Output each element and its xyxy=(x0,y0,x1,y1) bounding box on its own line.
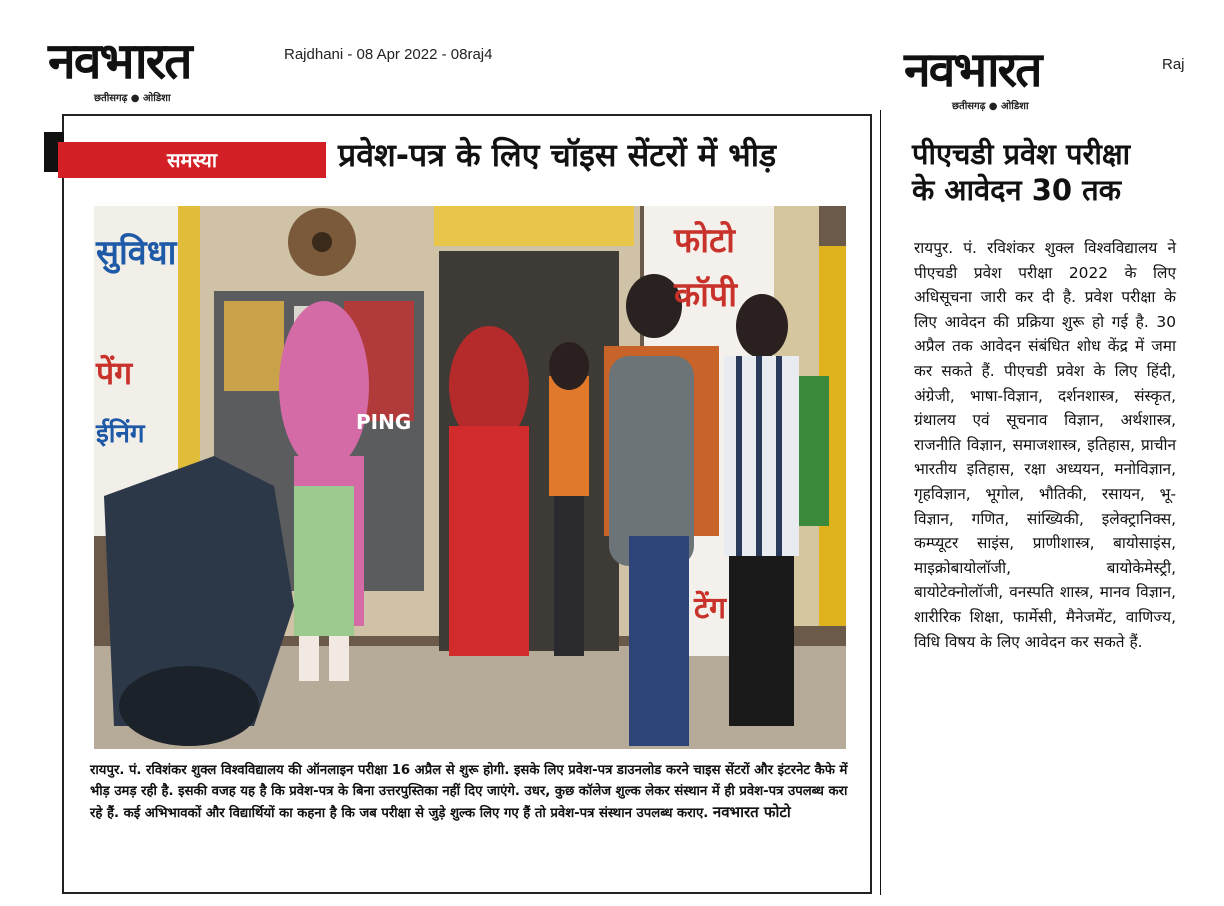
photo-sign-text: कॉपी xyxy=(674,275,738,315)
page-dateline: Raj xyxy=(1162,56,1185,73)
photo-caption xyxy=(90,760,850,824)
photo-sign-text: ईनिंग xyxy=(96,419,145,449)
masthead-logo: नवभारत xyxy=(904,42,1041,98)
photo-sign-text: PING xyxy=(356,410,412,434)
masthead-region: छतीसगढ़ ● ओडिशा xyxy=(952,101,1029,112)
side-story-body: रायपुर. पं. रविशंकर शुक्ल विश्वविद्यालय ने पीएचडी प्रवेश परीक्षा 2022 के लिए अधिसूचना जारी कर दी है. प्रवेश परीक्षा के लिए आवेदन की प्रक्रिया शुरू हो गई है. 30 अप्रैल तक आवेदन संबंधित शोध केंद्र में जमा कर सकते हैं. पीएचडी प्रवेश के लिए हिंदी, अंग्रेजी, भाषा-विज्ञान, दर्शनशास्त्र, संस्कृत, ग्रंथालय एवं सूचनाव विज्ञान, अर्थशास्त्र, राजनीति विज्ञान, समाजशास्त्र, इतिहास, प्राचीन भारतीय इतिहास, रक्षा अध्ययन, मनोविज्ञान, गृहविज्ञान, भूगोल, भौतिकी, रसायन, भू-विज्ञान, गणित, सांख्यिकी, इलेक्ट्रानिक्स, कम्प्यूटर साइंस, प्राणीशास्त्र, बायोसाइंस, माइक्रोबायोलॉजी, बायोकेमेस्ट्री, बायोटेक्नोलॉजी, वनस्पति शास्त्र, मानव विज्ञान, शारीरिक शिक्षा, फार्मेसी, मैनेजमेंट, वाणिज्य, विधि विषय के लिए आवेदन कर सकते हैं. xyxy=(914,239,1176,651)
page-dateline: Rajdhani - 08 Apr 2022 - 08raj4 xyxy=(284,46,493,63)
story-photo xyxy=(94,206,846,749)
masthead-region: छतीसगढ़ ● ओडिशा xyxy=(94,93,171,104)
side-headline-line: के आवेदन 30 तक xyxy=(912,173,1121,208)
left-masthead xyxy=(44,32,264,104)
right-masthead xyxy=(900,42,1150,112)
column-divider xyxy=(880,110,881,895)
side-headline-line: पीएचडी प्रवेश परीक्षा xyxy=(912,137,1131,171)
kicker-label: समस्या xyxy=(58,142,326,178)
caption-text: रायपुर. पं. रविशंकर शुक्ल विश्वविद्यालय की ऑनलाइन परीक्षा 16 अप्रैल से शुरू होगी. इसके लिए प्रवेश-पत्र डाउनलोड करने चाइस सेंटरों और इंटरनेट कैफे में भीड़ उमड़ रही है. इसकी वजह यह है कि प्रवेश-पत्र के बिना उत्तरपुस्तिका नहीं दिए जाएंगे. उधर, कुछ कॉलेज शुल्क लेकर संस्थान में ही प्रवेश-पत्र उपलब्ध करा रहे हैं. कई अभिभावकों और विद्यार्थियों का कहना है कि जब परीक्षा से जुड़े शुल्क लिए गए हैं तो प्रवेश-पत्र संस्थान उपलब्ध कराए. xyxy=(90,763,848,821)
photo-credit: नवभारत फोटो xyxy=(712,803,791,821)
masthead-logo: नवभारत xyxy=(48,32,191,90)
photo-sign-text: पेंग xyxy=(96,354,133,392)
story-headline: प्रवेश-पत्र के लिए चॉइस सेंटरों में भीड़ xyxy=(338,136,777,174)
side-story-headline xyxy=(912,136,1182,209)
photo-sign-text: सुविधा xyxy=(96,233,177,273)
photo-sign-text: टेंग xyxy=(694,591,727,626)
photo-sign-text: फोटो xyxy=(674,221,735,261)
